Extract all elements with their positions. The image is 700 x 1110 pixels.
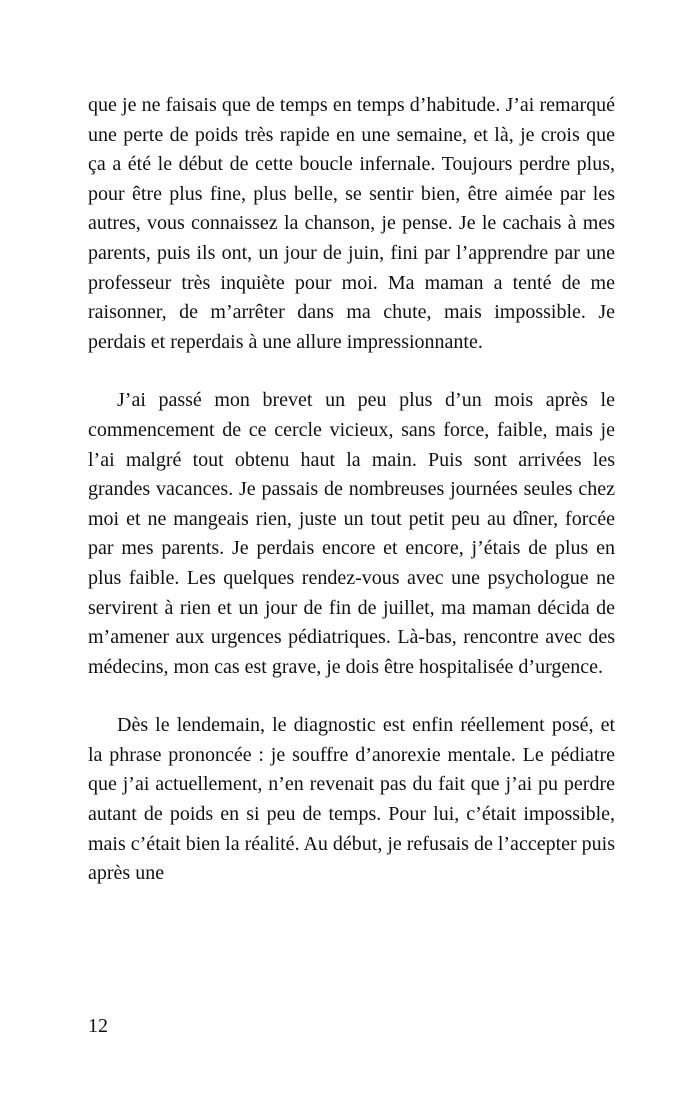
page-number: 12	[88, 1015, 108, 1037]
page-body	[88, 91, 615, 889]
paragraph-gap	[88, 357, 615, 386]
paragraph-1: que je ne faisais que de temps en temps d’habitude. J’ai remarqué une perte de poids très rapide en une semaine, et là, je crois que ça a été le début de cette boucle infernale. Toujours perdre plus, pour être plus fine, plus belle, se sentir bien, être aimée par les autres, vous connaissez la chanson, je pense. Je le cachais à mes parents, puis ils ont, un jour de juin, fini par l’apprendre par une professeur très inquiète pour moi. Ma maman a tenté de me raisonner, de m’arrêter dans ma chute, mais impossible. Je perdais et reperdais à une allure impressionnante.	[88, 94, 615, 353]
paragraph-gap	[88, 682, 615, 711]
paragraph-2: J’ai passé mon brevet un peu plus d’un mois après le commencement de ce cercle vicieux, sans force, faible, mais je l’ai malgré tout obtenu haut la main. Puis sont arrivées les grandes vacances. Je passais de nombreuses journées seules chez moi et ne mangeais rien, juste un tout petit peu au dîner, forcée par mes parents. Je perdais encore et encore, j’étais de plus en plus faible. Les quelques rendez-vous avec une psychologue ne servirent à rien et un jour de fin de juillet, ma maman décida de m’amener aux urgences pédiatriques. Là-bas, rencontre avec des médecins, mon cas est grave, je dois être hospitalisée d’urgence.	[88, 389, 615, 678]
paragraph-3: Dès le lendemain, le diagnostic est enfin réellement posé, et la phrase prononcée : je souffre d’anorexie mentale. Le pédiatre que j’ai actuellement, n’en revenait pas du fait que j’ai pu perdre autant de poids en si peu de temps. Pour lui, c’était impossible, mais c’était bien la réalité. Au début, je refusais de l’accepter puis après une	[88, 714, 616, 885]
